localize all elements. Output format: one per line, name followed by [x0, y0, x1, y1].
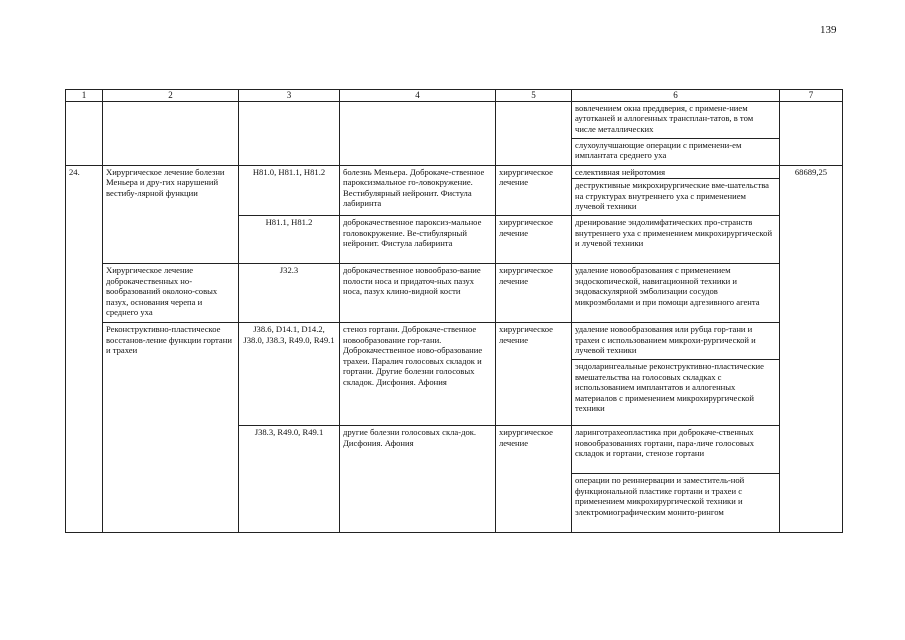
type-cell: хирургическое лечение	[496, 216, 572, 264]
treatment-cell: селективная нейротомия	[572, 165, 780, 178]
treatment-cell: удаление новообразования или рубца гор-тани и трахеи с использованием микрохи-рургической и лучевой техники	[572, 323, 780, 360]
profile-cell: Хирургическое лечение болезни Меньера и дру-гих нарушений вестибу-лярной функции	[103, 165, 239, 263]
table-row	[66, 323, 843, 360]
treatment-cell: деструктивные микрохирургические вме-шательства на структурах внутреннего уха с применением лучевой техники	[572, 179, 780, 216]
treatment-cell: дренирование эндолимфатических про-странств внутреннего уха с применением микрохирургической и лучевой техники	[572, 216, 780, 264]
treatment-cell: слухоулучшающие операции с применени-ем имплантата среднего уха	[572, 138, 780, 165]
header-cell: 6	[572, 90, 780, 102]
treatment-cell: вовлечением окна преддверия, с примене-нием аутотканей и аллогенных трансплан-татов, в том числе металлических	[572, 101, 780, 138]
medical-care-table	[65, 89, 843, 533]
diagnosis-cell: доброкачественное новообразо-вание полости носа и придаточ-ных пазух носа, пазух клино-видной кости	[340, 264, 496, 323]
treatment-cell: операции по реиннервации и заместитель-ной функциональной пластике гортани и трахеи с применением микрохирургической техники и электромиографическим монито-рингом	[572, 474, 780, 533]
type-cell	[496, 101, 572, 165]
codes-cell: J38.3, R49.0, R49.1	[239, 426, 340, 533]
profile-cell: Хирургическое лечение доброкачественных но-вообразований околоно-совых пазух, основания черепа и среднего уха	[103, 264, 239, 323]
type-cell: хирургическое лечение	[496, 323, 572, 426]
profile-cell: Реконструктивно-пластическое восстанов-ление функции гортани и трахеи	[103, 323, 239, 533]
table-row	[66, 101, 843, 138]
profile-cell	[103, 101, 239, 165]
header-cell: 4	[340, 90, 496, 102]
codes-cell: J38.6, D14.1, D14.2, J38.0, J38.3, R49.0, R49.1	[239, 323, 340, 426]
codes-cell: H81.1, H81.2	[239, 216, 340, 264]
treatment-cell: удаление новообразования с применением эндоскопической, навигационной техники и эндоваскулярной эмболизации сосудов микроэмболами и при помощи адгезивного агента	[572, 264, 780, 323]
diagnosis-cell: болезнь Меньера. Доброкаче-ственное пароксизмальное го-ловокружение. Вестибулярный нейронит. Фистула лабиринта	[340, 165, 496, 215]
type-cell: хирургическое лечение	[496, 264, 572, 323]
diagnosis-cell	[340, 101, 496, 165]
diagnosis-cell: другие болезни голосовых скла-док. Дисфония. Афония	[340, 426, 496, 533]
header-cell: 1	[66, 90, 103, 102]
num-cell	[66, 101, 103, 165]
codes-cell	[239, 101, 340, 165]
diagnosis-cell: доброкачественное пароксиз-мальное головокружение. Ве-стибулярный нейронит. Фистула лабиринта	[340, 216, 496, 264]
header-cell: 7	[780, 90, 843, 102]
num-cell: 24.	[66, 165, 103, 532]
header-cell: 5	[496, 90, 572, 102]
treatment-cell: эндоларингеальные реконструктивно-пластические вмешательства на голосовых складках с использованием имплантатов и аллогенных материалов с применением микрохирургической техники	[572, 360, 780, 425]
type-cell: хирургическое лечение	[496, 426, 572, 533]
price-cell: 68689,25	[780, 165, 843, 532]
codes-cell: J32.3	[239, 264, 340, 323]
codes-cell: H81.0, H81.1, H81.2	[239, 165, 340, 215]
treatment-cell: ларинготрахеопластика при доброкаче-ственных новообразованиях гортани, пара-личе голосовых складок и гортани, стенозе гортани	[572, 426, 780, 474]
price-cell	[780, 101, 843, 165]
header-row	[66, 90, 843, 102]
table-row	[66, 165, 843, 178]
page-number: 139	[820, 24, 837, 36]
header-cell: 2	[103, 90, 239, 102]
type-cell: хирургическое лечение	[496, 165, 572, 215]
diagnosis-cell: стеноз гортани. Доброкаче-ственное новообразование гор-тани. Доброкачественное ново-образование трахеи. Паралич голосовых складок и гортани. Другие болезни голосовых складок. Дисфония. Афония	[340, 323, 496, 426]
header-cell: 3	[239, 90, 340, 102]
table-row	[66, 264, 843, 323]
